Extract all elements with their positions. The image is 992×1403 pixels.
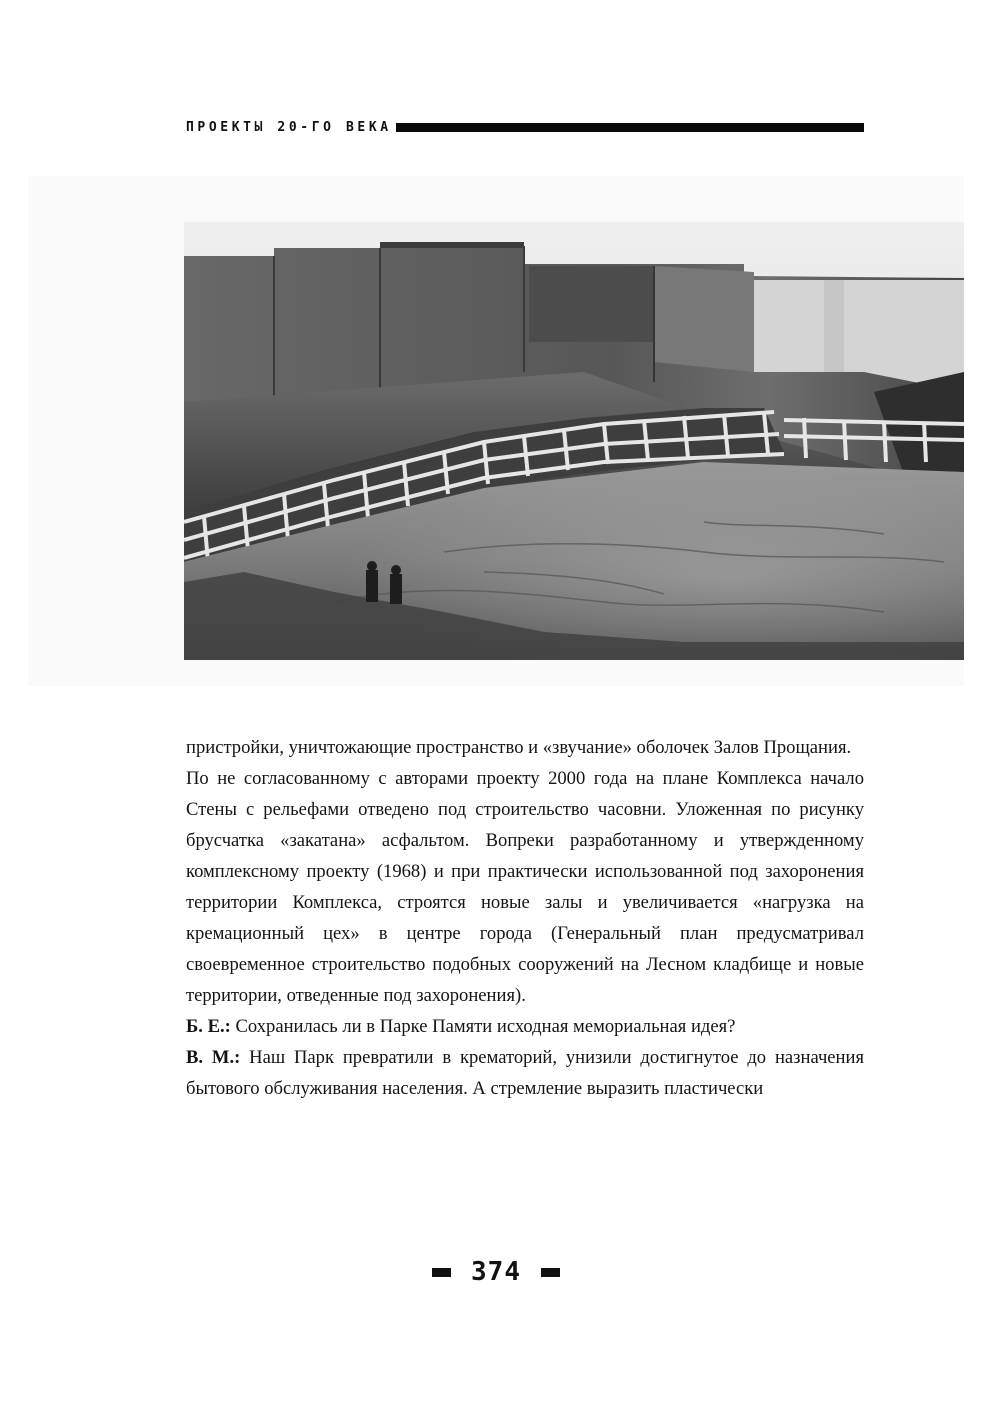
page-number: 374	[471, 1257, 521, 1287]
paragraph: По не согласованному с авторами проекту 2000 года на плане Комплекса начало Стены с рельефами отведено под строительство часовни. Уложенная по рисунку брусчатка «закатана» асфальтом. Вопреки разработанному и утвержденному комплексному проекту (1968) и при практически использованной под захоронения территории Комплекса, строятся новые залы и увеличивается «нагрузка на кремационный цех» в центре города (Генеральный план предусматривал своевременное строительство подобных сооружений на Лесном кладбище и новые территории, отведенные под захоронения).	[186, 768, 864, 1006]
running-header-title: ПРОЕКТЫ 20-ГО ВЕКА	[186, 119, 392, 135]
footer-dash-left	[432, 1268, 451, 1277]
page-footer	[0, 1257, 992, 1287]
speaker-label: Б. Е.:	[186, 1016, 231, 1037]
running-header	[186, 120, 864, 134]
answer-text: Наш Парк превратили в крематорий, унизили достигнутое до назначения бытового обслуживания населения. А стремление выразить пластически	[186, 1047, 865, 1099]
memorial-photo	[184, 222, 964, 660]
speaker-label: В. М.:	[186, 1047, 241, 1068]
interview-answer	[186, 1042, 864, 1104]
footer-dash-right	[541, 1268, 560, 1277]
interview-question	[186, 1011, 864, 1042]
body-text	[186, 732, 864, 1104]
question-text: Сохранилась ли в Парке Памяти исходная мемориальная идея?	[235, 1016, 736, 1037]
paragraph: пристройки, уничтожающие пространство и «звучание» оболочек Залов Прощания.	[186, 737, 852, 758]
header-rule	[396, 123, 864, 132]
